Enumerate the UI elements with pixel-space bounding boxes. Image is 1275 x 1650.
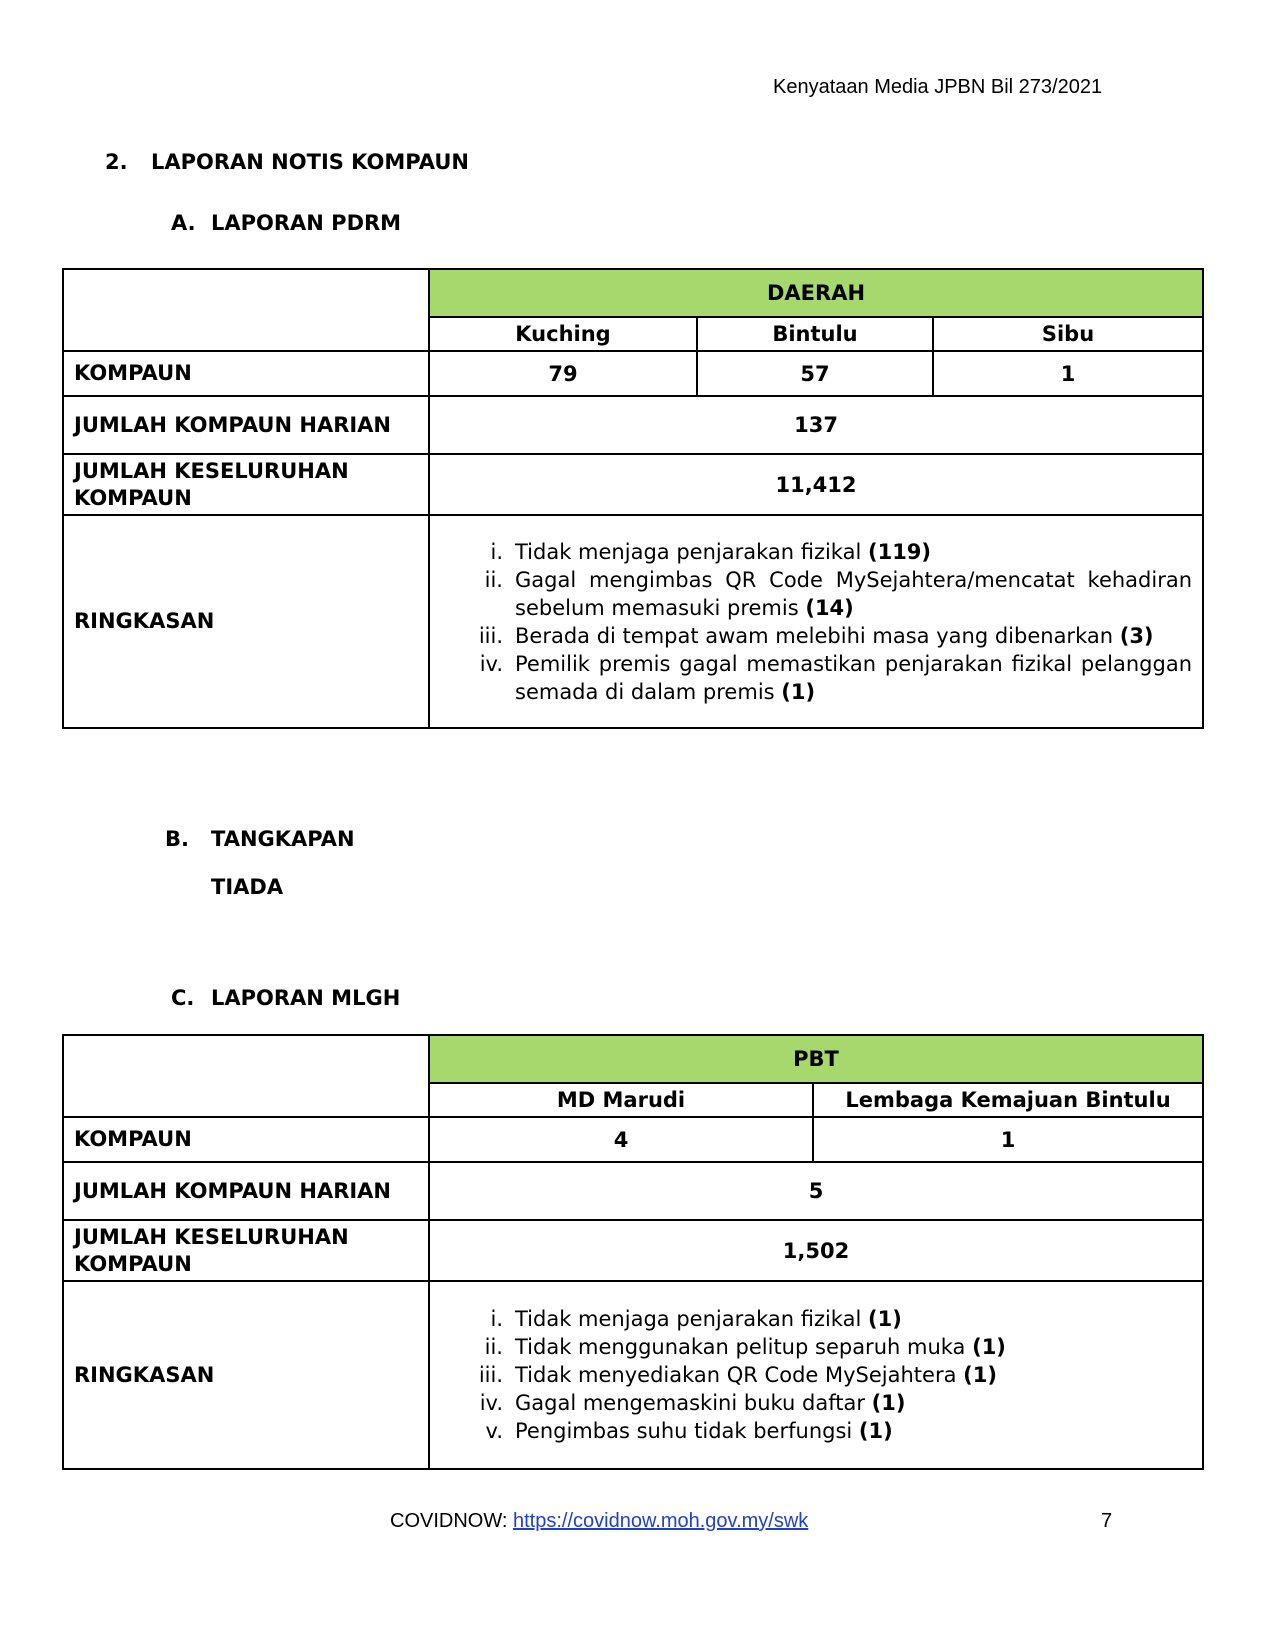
ringkasan-item-description: Berada di tempat awam melebihi masa yang dibenarkan — [515, 623, 1120, 648]
pbt-header: PBT — [429, 1035, 1203, 1083]
harian-label: JUMLAH KOMPAUN HARIAN — [63, 396, 429, 454]
footer — [390, 1510, 808, 1533]
ringkasan-item-text — [515, 566, 1192, 622]
sub-b-letter: B. — [165, 827, 189, 851]
ringkasan-item-text — [515, 1361, 1192, 1389]
ringkasan-label: RINGKASAN — [63, 1281, 429, 1469]
ringkasan-item-text — [515, 622, 1192, 650]
ringkasan-list — [440, 538, 1192, 706]
kompaun-label: KOMPAUN — [63, 1117, 429, 1162]
sub-heading-a — [171, 211, 401, 235]
ringkasan-item-count: (1) — [781, 679, 816, 704]
sub-heading-b — [165, 827, 355, 851]
keseluruhan-label-line2: KOMPAUN — [74, 485, 192, 510]
keseluruhan-value: 1,502 — [429, 1220, 1203, 1281]
ringkasan-list — [440, 1305, 1192, 1445]
ringkasan-item-number: iv. — [479, 1391, 503, 1415]
keseluruhan-label-line1: JUMLAH KESELURUHAN — [74, 458, 349, 483]
ringkasan-item-count: (3) — [1119, 623, 1154, 648]
keseluruhan-label — [63, 454, 429, 515]
ringkasan-item-text — [515, 1389, 1192, 1417]
ringkasan-item-description: Pemilik premis gagal memastikan penjarakan fizikal pelanggan semada di dalam premis — [515, 651, 1193, 704]
ringkasan-item-number: v. — [485, 1419, 503, 1443]
ringkasan-item-text — [515, 650, 1192, 706]
ringkasan-item-count: (1) — [867, 1307, 902, 1331]
col-kuching: Kuching — [429, 317, 697, 351]
ringkasan-cell — [429, 1281, 1203, 1469]
ringkasan-item-text — [515, 1417, 1192, 1445]
sub-a-title: LAPORAN PDRM — [211, 211, 402, 235]
ringkasan-item-count: (1) — [963, 1363, 997, 1387]
section-heading — [105, 150, 469, 174]
sub-b-title: TANGKAPAN — [211, 827, 355, 851]
keseluruhan-value: 11,412 — [429, 454, 1203, 515]
keseluruhan-label-line2: KOMPAUN — [74, 1251, 192, 1276]
kompaun-md-marudi: 4 — [429, 1117, 813, 1162]
table-corner — [63, 1035, 429, 1117]
ringkasan-item — [440, 538, 1192, 566]
kompaun-bintulu: 57 — [697, 351, 933, 396]
ringkasan-item-count: (119) — [867, 539, 932, 564]
sub-c-letter: C. — [171, 986, 195, 1010]
ringkasan-item-description: Tidak menjaga penjarakan fizikal — [515, 1307, 868, 1331]
ringkasan-item — [440, 1361, 1192, 1389]
sub-a-letter: A. — [171, 211, 196, 235]
ringkasan-item-count: (1) — [858, 1419, 893, 1443]
covidnow-link[interactable]: https://covidnow.moh.gov.my/swk — [512, 1510, 809, 1532]
ringkasan-item — [440, 1417, 1192, 1445]
sub-c-title: LAPORAN MLGH — [211, 986, 401, 1010]
section-title: LAPORAN NOTIS KOMPAUN — [151, 150, 469, 174]
keseluruhan-label — [63, 1220, 429, 1281]
ringkasan-item-count: (1) — [972, 1335, 1006, 1359]
kompaun-lembaga-kemajuan-bintulu: 1 — [813, 1117, 1203, 1162]
ringkasan-item-description: Tidak menjaga penjarakan fizikal — [515, 539, 868, 564]
ringkasan-item-description: Gagal mengemaskini buku daftar — [515, 1391, 872, 1415]
ringkasan-item — [440, 1333, 1192, 1361]
harian-value: 5 — [429, 1162, 1203, 1220]
section-number: 2. — [105, 150, 128, 174]
daerah-header: DAERAH — [429, 269, 1203, 317]
ringkasan-item-description: Pengimbas suhu tidak berfungsi — [515, 1419, 859, 1443]
kompaun-sibu: 1 — [933, 351, 1203, 396]
col-bintulu: Bintulu — [697, 317, 933, 351]
ringkasan-item-number: iii. — [478, 1363, 503, 1387]
ringkasan-item — [440, 566, 1192, 622]
ringkasan-item-description: Tidak menyediakan QR Code MySejahtera — [515, 1363, 964, 1387]
ringkasan-item-description: Tidak menggunakan pelitup separuh muka — [515, 1335, 973, 1359]
kompaun-label: KOMPAUN — [63, 351, 429, 396]
ringkasan-item-count: (14) — [805, 595, 854, 620]
keseluruhan-label-line1: JUMLAH KESELURUHAN — [74, 1224, 349, 1249]
ringkasan-item-number: ii. — [484, 567, 503, 592]
table-corner — [63, 269, 429, 351]
ringkasan-item — [440, 1389, 1192, 1417]
harian-value: 137 — [429, 396, 1203, 454]
ringkasan-item-count: (1) — [871, 1391, 906, 1415]
footer-label: COVIDNOW: — [390, 1510, 508, 1532]
sub-heading-c — [171, 986, 400, 1010]
tangkapan-content: TIADA — [211, 875, 284, 899]
ringkasan-item-number: iii. — [478, 623, 503, 648]
ringkasan-item-number: i. — [490, 1307, 503, 1331]
ringkasan-item — [440, 650, 1192, 706]
col-lembaga-kemajuan-bintulu: Lembaga Kemajuan Bintulu — [813, 1083, 1203, 1117]
ringkasan-item-number: iv. — [479, 651, 503, 676]
ringkasan-item-number: i. — [490, 539, 503, 564]
ringkasan-item-description: Gagal mengimbas QR Code MySejahtera/mencatat kehadiran sebelum memasuki premis — [515, 567, 1193, 620]
mlgh-table — [62, 1034, 1204, 1470]
kompaun-kuching: 79 — [429, 351, 697, 396]
ringkasan-item-text — [515, 1333, 1192, 1361]
ringkasan-item — [440, 622, 1192, 650]
col-md-marudi: MD Marudi — [429, 1083, 813, 1117]
ringkasan-item-text — [515, 538, 1192, 566]
ringkasan-cell — [429, 515, 1203, 728]
pdrm-table — [62, 268, 1204, 729]
ringkasan-label: RINGKASAN — [63, 515, 429, 728]
harian-label: JUMLAH KOMPAUN HARIAN — [63, 1162, 429, 1220]
ringkasan-item-number: ii. — [484, 1335, 503, 1359]
ringkasan-item — [440, 1305, 1192, 1333]
document-reference: Kenyataan Media JPBN Bil 273/2021 — [773, 76, 1103, 98]
col-sibu: Sibu — [933, 317, 1203, 351]
ringkasan-item-text — [515, 1305, 1192, 1333]
page-number: 7 — [1101, 1510, 1113, 1532]
